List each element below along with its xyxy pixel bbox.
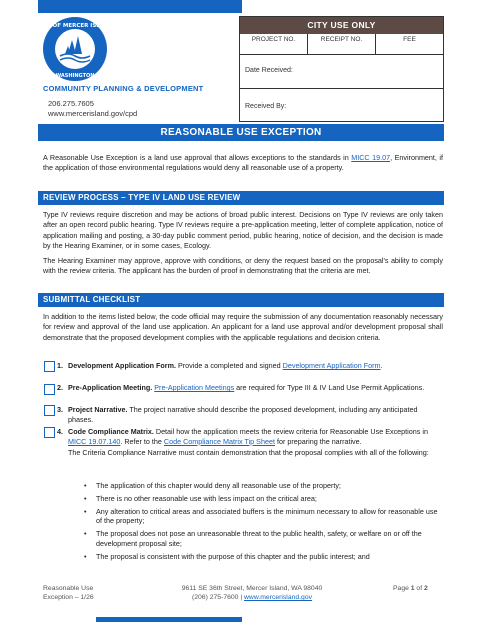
department-phone: 206.275.7605 [48, 99, 94, 108]
pre-application-meetings-link[interactable]: Pre-Application Meetings [154, 383, 235, 392]
criteria-intro: The Criteria Compliance Narrative must contain demonstration that the proposal complies with all of the following: [68, 447, 429, 457]
list-item: • There is no other reasonable use with less impact on the critical area; [96, 494, 442, 504]
department-name: COMMUNITY PLANNING & DEVELOPMENT [43, 84, 204, 93]
checklist-item-2: 2. Pre-Application Meeting. Pre-Application Meetings are required for Type III & IV Land Use Permit Applications. [57, 383, 425, 392]
top-accent-bar [38, 0, 242, 13]
city-use-title: CITY USE ONLY [240, 17, 443, 34]
footer-form-name: Reasonable Use Exception – 1/26 [43, 585, 94, 601]
intro-paragraph: A Reasonable Use Exception is a land use approval that allows exceptions to the standards in MICC 19.07, Environment, if the application of those environmental regulations would deny all reasonable use of a property. [43, 153, 443, 173]
checkbox-item-4[interactable] [44, 427, 55, 438]
bottom-accent-bar [96, 617, 242, 622]
review-process-heading: REVIEW PROCESS – TYPE IV LAND USE REVIEW [38, 191, 444, 205]
city-use-only-box [239, 16, 444, 122]
list-item: • The proposal is consistent with the purpose of this chapter and the public interest; and [96, 552, 442, 562]
criteria-bullet-list [96, 481, 442, 565]
receipt-no-field[interactable]: RECEIPT NO. [307, 34, 375, 54]
review-paragraph-2: The Hearing Examiner may approve, approve with conditions, or deny the request based on the proposal's ability to comply with the review criteria. The applicant has the burden of proof in demonstrating that the criteria are met. [43, 256, 443, 276]
document-title: REASONABLE USE EXCEPTION [38, 124, 444, 141]
project-no-field[interactable]: PROJECT NO. [251, 36, 296, 43]
checkbox-item-2[interactable] [44, 384, 55, 395]
checklist-item-1: 1. Development Application Form. Provide a completed and signed Development Application Form. [57, 361, 383, 370]
svg-text:WASHINGTON: WASHINGTON [55, 73, 95, 79]
list-item: • Any alteration to critical areas and associated buffers is the minimum necessary to allow for reasonable use of the property; [96, 507, 442, 527]
list-item: • The proposal does not pose an unreasonable threat to the public health, safety, or welfare on or off the development proposal site; [96, 529, 442, 549]
submittal-checklist-heading: SUBMITTAL CHECKLIST [38, 293, 444, 307]
date-received-field[interactable]: Date Received: [240, 55, 443, 89]
checklist-intro: In addition to the items listed below, the code official may require the submission of any documentation reasonably necessary for review and approval of the land use application. An applicant for a land use approval and/or development proposal shall demonstrate that the proposed development complies with the applicable regulations and decision criteria. [43, 312, 443, 342]
footer-website-link[interactable]: www.mercerisland.gov [244, 594, 313, 601]
checkbox-item-1[interactable] [44, 361, 55, 372]
checklist-item-3: 3. Project Narrative. The project narrative should describe the proposed development, including any anticipated phases. [57, 405, 418, 424]
micc-19-07-140-link[interactable]: MICC 19.07.140 [68, 436, 121, 446]
received-by-field[interactable]: Received By: [245, 103, 287, 110]
footer-address: 9611 SE 36th Street, Mercer Island, WA 98040 (206) 275-7600 | www.mercerisland.gov [181, 585, 323, 601]
department-website[interactable]: www.mercerisland.gov/cpd [48, 109, 138, 118]
checklist-item-4: 4. Code Compliance Matrix. Detail how the application meets the review criteria for Reasonable Use Exceptions in MICC 19.07.140. Refer to the Code Compliance Matrix Tip Sheet for preparing the narrative. The Criteria Compliance Narrative must contain demonstration that the proposal complies with all of the following: [68, 427, 442, 457]
micc-19-07-link[interactable]: MICC 19.07 [351, 153, 391, 162]
development-application-form-link[interactable]: Development Application Form [282, 361, 381, 370]
footer-page-number: Page 1 of 2 [393, 585, 428, 592]
checkbox-item-3[interactable] [44, 405, 55, 416]
review-paragraph-1: Type IV reviews require discretion and may be actions of broad public interest. Decisions on Type IV reviews are only taken after an open record public hearing. Type IV reviews require a pre-application meeting, letter of complete application, notice of application mailing and posting, a 30-day public comment period, public hearing, notice of decision, and the decision is made by the Hearing Examiner, or in some cases, Ecology. [43, 210, 443, 250]
code-compliance-matrix-tip-sheet-link[interactable]: Code Compliance Matrix Tip Sheet [163, 436, 275, 446]
list-item: • The application of this chapter would deny all reasonable use of the property; [96, 481, 442, 491]
svg-text:CITY OF MERCER ISLAND: CITY OF MERCER ISLAND [36, 23, 114, 29]
city-seal-logo [36, 16, 114, 82]
fee-field[interactable]: FEE [375, 34, 443, 54]
